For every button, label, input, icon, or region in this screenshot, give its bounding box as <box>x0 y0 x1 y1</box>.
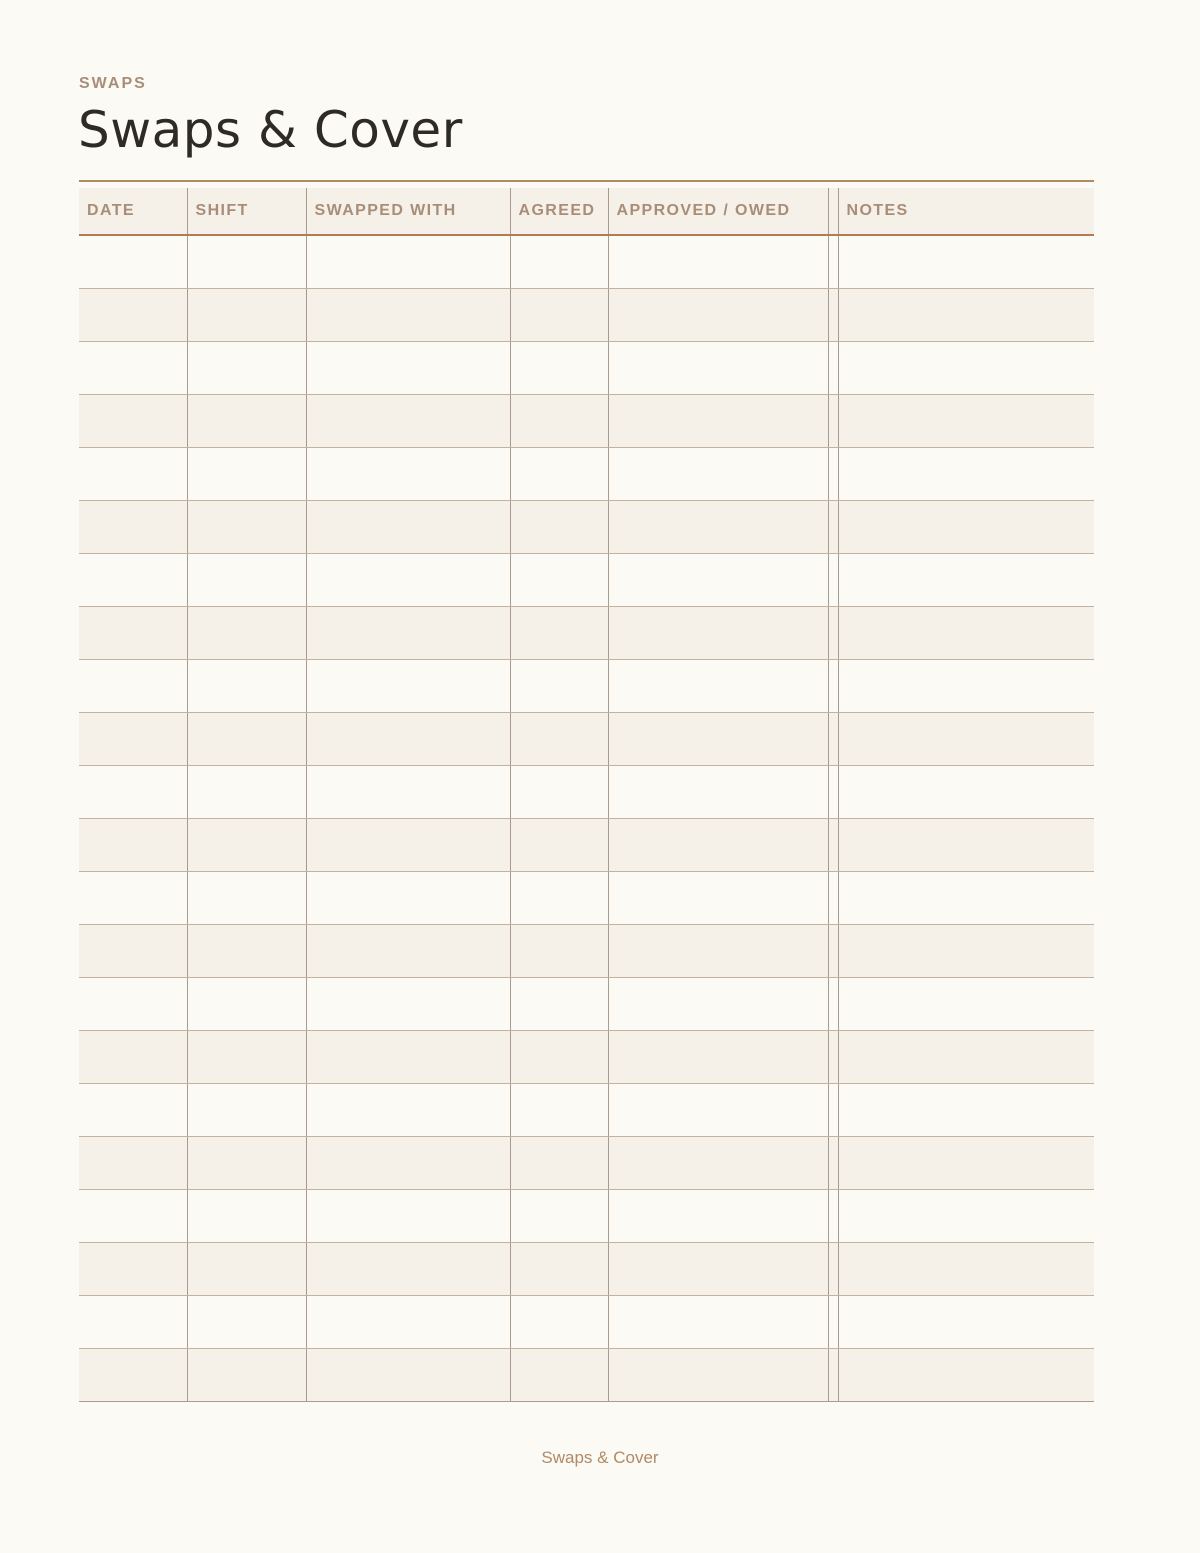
table-row <box>79 1349 1094 1402</box>
table-cell[interactable] <box>510 766 608 819</box>
table-cell[interactable] <box>187 1031 306 1084</box>
table-cell[interactable] <box>608 1349 828 1402</box>
table-spacer-cell <box>828 342 838 395</box>
table-cell[interactable] <box>306 1296 510 1349</box>
table-cell[interactable] <box>306 235 510 289</box>
table-row <box>79 395 1094 448</box>
table-cell[interactable] <box>608 448 828 501</box>
table-cell[interactable] <box>608 1084 828 1137</box>
table-cell[interactable] <box>187 660 306 713</box>
table-cell[interactable] <box>79 607 187 660</box>
table-cell[interactable] <box>306 342 510 395</box>
table-cell[interactable] <box>79 872 187 925</box>
table-cell[interactable] <box>838 872 1094 925</box>
page-title: Swaps & Cover <box>78 101 463 159</box>
table-cell[interactable] <box>608 289 828 342</box>
table-cell[interactable] <box>608 660 828 713</box>
table-spacer-cell <box>828 1031 838 1084</box>
table-cell[interactable] <box>187 713 306 766</box>
table-cell[interactable] <box>306 819 510 872</box>
table-row <box>79 660 1094 713</box>
table-cell[interactable] <box>608 1137 828 1190</box>
table-cell[interactable] <box>79 925 187 978</box>
table-row <box>79 1243 1094 1296</box>
column-header-agreed: AGREED <box>510 188 608 235</box>
table-row <box>79 1137 1094 1190</box>
table-cell[interactable] <box>608 925 828 978</box>
table-cell[interactable] <box>79 342 187 395</box>
table-cell[interactable] <box>79 1137 187 1190</box>
table-cell[interactable] <box>79 766 187 819</box>
table-cell[interactable] <box>608 819 828 872</box>
table-cell[interactable] <box>510 395 608 448</box>
table-cell[interactable] <box>838 978 1094 1031</box>
table-cell[interactable] <box>608 235 828 289</box>
swaps-table <box>79 188 1094 1402</box>
table-row <box>79 819 1094 872</box>
table-row <box>79 554 1094 607</box>
table-cell[interactable] <box>79 1243 187 1296</box>
table-cell[interactable] <box>510 1031 608 1084</box>
table-cell[interactable] <box>510 925 608 978</box>
table-cell[interactable] <box>608 1031 828 1084</box>
table-cell[interactable] <box>608 501 828 554</box>
table-cell[interactable] <box>187 289 306 342</box>
table-cell[interactable] <box>187 819 306 872</box>
table-cell[interactable] <box>79 713 187 766</box>
table-spacer-cell <box>828 1243 838 1296</box>
table-spacer-cell <box>828 1190 838 1243</box>
table-spacer-cell <box>828 1137 838 1190</box>
table-row <box>79 925 1094 978</box>
column-header-swapped-with: SWAPPED WITH <box>306 188 510 235</box>
column-header-spacer <box>828 188 838 235</box>
table-cell[interactable] <box>510 235 608 289</box>
table-cell[interactable] <box>79 289 187 342</box>
table-cell[interactable] <box>510 713 608 766</box>
table-cell[interactable] <box>79 501 187 554</box>
column-header-date: DATE <box>79 188 187 235</box>
table-cell[interactable] <box>510 1243 608 1296</box>
table-cell[interactable] <box>79 395 187 448</box>
table-cell[interactable] <box>608 713 828 766</box>
table-cell[interactable] <box>608 342 828 395</box>
table-cell[interactable] <box>510 1296 608 1349</box>
table-cell[interactable] <box>79 1349 187 1402</box>
table-cell[interactable] <box>510 554 608 607</box>
table-spacer-cell <box>828 819 838 872</box>
table-spacer-cell <box>828 554 838 607</box>
table-row <box>79 766 1094 819</box>
table-spacer-cell <box>828 1296 838 1349</box>
table-cell[interactable] <box>187 1084 306 1137</box>
table-cell[interactable] <box>838 235 1094 289</box>
table-cell[interactable] <box>306 1243 510 1296</box>
table-cell[interactable] <box>510 978 608 1031</box>
table-header-row <box>79 188 1094 235</box>
table-cell[interactable] <box>306 501 510 554</box>
table-cell[interactable] <box>187 607 306 660</box>
table-cell[interactable] <box>306 1084 510 1137</box>
table-cell[interactable] <box>79 1084 187 1137</box>
table-cell[interactable] <box>510 1137 608 1190</box>
column-header-notes: NOTES <box>838 188 1094 235</box>
table-cell[interactable] <box>187 872 306 925</box>
table-cell[interactable] <box>79 1190 187 1243</box>
table-spacer-cell <box>828 660 838 713</box>
table-cell[interactable] <box>187 342 306 395</box>
table-cell[interactable] <box>306 872 510 925</box>
table-cell[interactable] <box>608 607 828 660</box>
table-cell[interactable] <box>510 872 608 925</box>
table-cell[interactable] <box>306 1190 510 1243</box>
table-row <box>79 872 1094 925</box>
table-cell[interactable] <box>608 395 828 448</box>
table-spacer-cell <box>828 1084 838 1137</box>
table-spacer-cell <box>828 978 838 1031</box>
table-cell[interactable] <box>510 1084 608 1137</box>
table-cell[interactable] <box>306 289 510 342</box>
page-footer: Swaps & Cover <box>541 1448 659 1467</box>
table-cell[interactable] <box>306 925 510 978</box>
table-cell[interactable] <box>838 501 1094 554</box>
table-cell[interactable] <box>187 1243 306 1296</box>
table-row <box>79 978 1094 1031</box>
table-cell[interactable] <box>838 395 1094 448</box>
table-cell[interactable] <box>510 607 608 660</box>
table-cell[interactable] <box>608 1190 828 1243</box>
table-spacer-cell <box>828 395 838 448</box>
table-cell[interactable] <box>79 235 187 289</box>
table-cell[interactable] <box>510 289 608 342</box>
table-cell[interactable] <box>838 1190 1094 1243</box>
table-row <box>79 289 1094 342</box>
table-cell[interactable] <box>79 660 187 713</box>
table-cell[interactable] <box>510 448 608 501</box>
table-cell[interactable] <box>510 819 608 872</box>
table-cell[interactable] <box>187 766 306 819</box>
table-spacer-cell <box>828 766 838 819</box>
table-cell[interactable] <box>306 766 510 819</box>
table-cell[interactable] <box>187 978 306 1031</box>
table-cell[interactable] <box>838 713 1094 766</box>
table-cell[interactable] <box>838 1031 1094 1084</box>
eyebrow-label: SWAPS <box>79 75 147 92</box>
table-row <box>79 1031 1094 1084</box>
table-spacer-cell <box>828 1349 838 1402</box>
column-header-approved-owed: APPROVED / OWED <box>608 188 828 235</box>
table-row <box>79 501 1094 554</box>
table-cell[interactable] <box>838 448 1094 501</box>
table-cell[interactable] <box>510 1190 608 1243</box>
table-cell[interactable] <box>838 819 1094 872</box>
table-row <box>79 342 1094 395</box>
table-cell[interactable] <box>510 342 608 395</box>
table-cell[interactable] <box>79 1031 187 1084</box>
table-cell[interactable] <box>838 1349 1094 1402</box>
table-cell[interactable] <box>79 448 187 501</box>
table-cell[interactable] <box>187 1349 306 1402</box>
table-spacer-cell <box>828 872 838 925</box>
table-cell[interactable] <box>306 660 510 713</box>
table-cell[interactable] <box>306 1031 510 1084</box>
table-cell[interactable] <box>608 872 828 925</box>
table-cell[interactable] <box>838 342 1094 395</box>
table-cell[interactable] <box>838 660 1094 713</box>
table-row <box>79 235 1094 289</box>
table-cell[interactable] <box>510 501 608 554</box>
table-spacer-cell <box>828 448 838 501</box>
table-row <box>79 1190 1094 1243</box>
table-cell[interactable] <box>838 554 1094 607</box>
table-spacer-cell <box>828 713 838 766</box>
table-cell[interactable] <box>510 660 608 713</box>
table-cell[interactable] <box>187 235 306 289</box>
table-spacer-cell <box>828 289 838 342</box>
table-cell[interactable] <box>838 607 1094 660</box>
table-cell[interactable] <box>608 978 828 1031</box>
table-cell[interactable] <box>306 713 510 766</box>
table-cell[interactable] <box>838 1137 1094 1190</box>
table-cell[interactable] <box>510 1349 608 1402</box>
title-divider <box>79 180 1094 182</box>
table-cell[interactable] <box>306 395 510 448</box>
table-cell[interactable] <box>838 766 1094 819</box>
table-row <box>79 448 1094 501</box>
table-cell[interactable] <box>838 1243 1094 1296</box>
table-spacer-cell <box>828 607 838 660</box>
table-cell[interactable] <box>187 395 306 448</box>
table-cell[interactable] <box>187 925 306 978</box>
table-row <box>79 1296 1094 1349</box>
table-cell[interactable] <box>306 607 510 660</box>
table-cell[interactable] <box>187 448 306 501</box>
table-spacer-cell <box>828 925 838 978</box>
table-cell[interactable] <box>187 1137 306 1190</box>
table-cell[interactable] <box>838 289 1094 342</box>
table-cell[interactable] <box>306 448 510 501</box>
table-cell[interactable] <box>187 554 306 607</box>
table-cell[interactable] <box>306 554 510 607</box>
table-cell[interactable] <box>608 1243 828 1296</box>
table-cell[interactable] <box>608 1296 828 1349</box>
table-cell[interactable] <box>187 1296 306 1349</box>
table-cell[interactable] <box>306 1349 510 1402</box>
table-cell[interactable] <box>79 978 187 1031</box>
table-cell[interactable] <box>838 925 1094 978</box>
table-cell[interactable] <box>838 1296 1094 1349</box>
table-cell[interactable] <box>306 1137 510 1190</box>
table-cell[interactable] <box>608 554 828 607</box>
table-cell[interactable] <box>306 978 510 1031</box>
table-cell[interactable] <box>79 554 187 607</box>
table-row <box>79 1084 1094 1137</box>
table-cell[interactable] <box>187 1190 306 1243</box>
table-cell[interactable] <box>79 1296 187 1349</box>
table-spacer-cell <box>828 501 838 554</box>
table-cell[interactable] <box>838 1084 1094 1137</box>
table-row <box>79 607 1094 660</box>
table-spacer-cell <box>828 235 838 289</box>
table-row <box>79 713 1094 766</box>
table-cell[interactable] <box>79 819 187 872</box>
table-cell[interactable] <box>187 501 306 554</box>
table-cell[interactable] <box>608 766 828 819</box>
column-header-shift: SHIFT <box>187 188 306 235</box>
